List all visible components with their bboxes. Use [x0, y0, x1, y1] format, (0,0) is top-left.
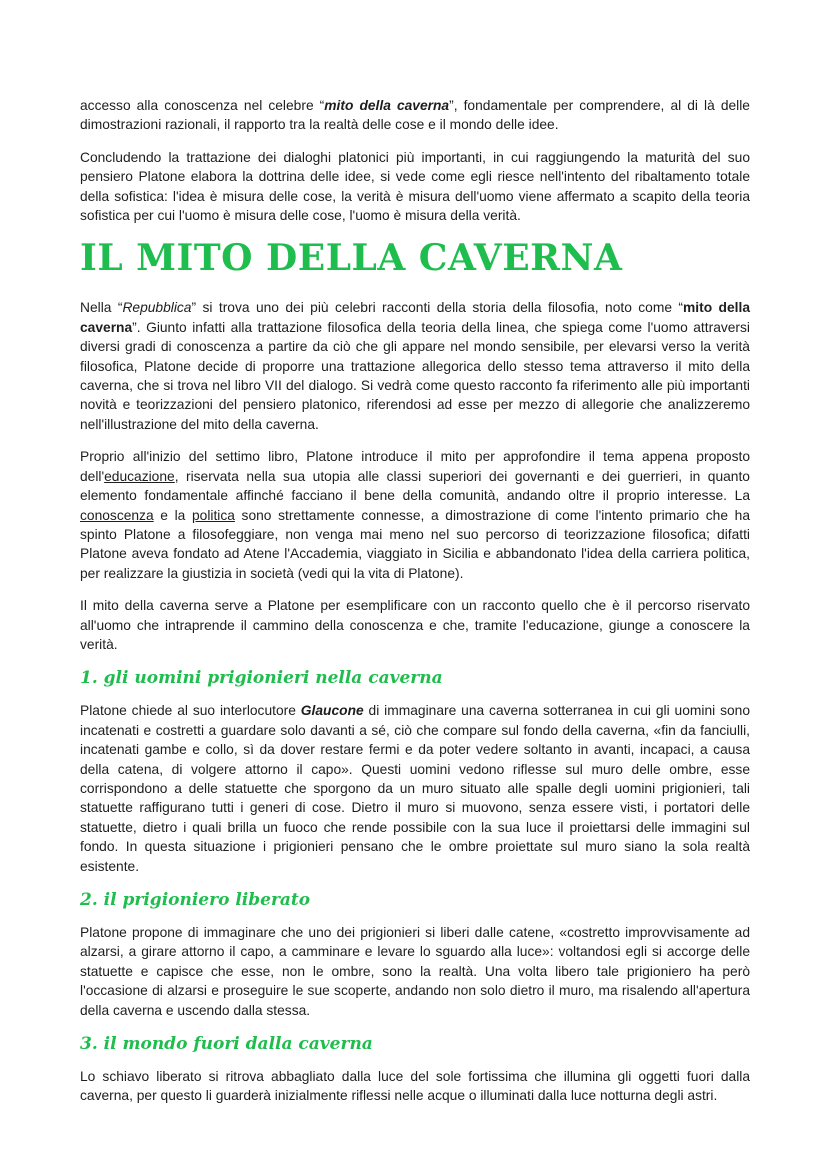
- section-3-title: 3. il mondo fuori dalla caverna: [80, 1034, 373, 1055]
- text-span: sono strettamente connesse, a dimostrazione di come l'intento primario che ha spinto Platone a filosofeggiare, non venga mai meno nel suo percorso di teorizzazione filosofica; difatti Platone aveva fondato ad Atene l'Accademia, viaggiato in Sicilia e abbandonato l'idea della carriera politica, per realizzare la giustizia in società (vedi qui la vita di Platone).: [80, 507, 750, 581]
- text-span: Proprio all'inizio del settimo libro, Platone introduce il mito per approfondire il tema appena proposto dell': [80, 449, 750, 484]
- text-span: e la: [153, 507, 192, 523]
- intro-paragraph-2: Concludendo la trattazione dei dialoghi platonici più importanti, in cui raggiungendo la maturità del suo pensiero Platone elabora la dottrina delle idee, si vede come egli riesce nell'intento del ribaltamento totale della sofistica: l'idea è misura delle cose, la verità è misura dell'uomo viene affermato a scapito della teoria sofistica per cui l'uomo è misura delle cose, l'uomo è misura della verità.: [80, 149, 750, 224]
- section-1-paragraph: [80, 701, 750, 876]
- link-conoscenza[interactable]: conoscenza: [80, 507, 154, 523]
- section-1-title: 1. gli uomini prigionieri nella caverna: [80, 668, 443, 689]
- section-3-paragraph: Lo schiavo liberato si ritrova abbagliato dalla luce del sole fortissima che illumina gli oggetti fuori dalla caverna, per questo li guarderà inizialmente riflessi nelle acque o illuminati dalla luce notturna degli astri.: [80, 1069, 750, 1104]
- text-span: Platone chiede al suo interlocutore: [80, 703, 301, 719]
- text-span: ”, fondamentale per comprendere, al di là delle dimostrazioni razionali, il rapporto tra la realtà delle cose e il mondo delle idee.: [80, 98, 750, 133]
- section-2-title: 2. il prigioniero liberato: [80, 890, 311, 910]
- emphasis-glaucone: Glaucone: [300, 703, 364, 719]
- text-span: di immaginare una caverna sotterranea in cui gli uomini sono incatenati e costretti a guardare solo davanti a sé, ciò che compare sul fondo della caverna, «fin da fanciulli, incatenati gambe e collo, sì da dover restare fermi e da poter vedere soltanto in avanti, incapaci, a causa della catena, di volgere attorno il capo». Questi uomini vedono riflesse sul muro delle ombre, esse corrispondono a delle statuette che sporgono da un muro situato alle spalle degli uomini prigionieri, tali statuette raffigurano tutti i generi di cose. Dietro il muro si muovono, senza essere visti, i portatori delle statuette, dietro i quali brilla un fuoco che rende possibile con la sua luce il proiettarsi delle immagini sul fondo. In questa situazione i prigionieri pensano che le ombre proiettate sul muro siano la sola realtà esistente.: [80, 703, 750, 874]
- intro-paragraph-1: [80, 96, 750, 135]
- emphasis-mito-della-caverna: mito della caverna: [80, 300, 750, 335]
- link-educazione[interactable]: educazione: [104, 468, 175, 484]
- text-span: Nella “: [80, 300, 123, 316]
- section-2-paragraph: Platone propone di immaginare che uno dei prigionieri si liberi dalle catene, «costretto improvvisamente ad alzarsi, a girare attorno il capo, a camminare e levare lo sguardo alla luce»: voltandosi egli si accorge delle statuette e capisce che esse, non le ombre, sono la realtà. Una volta libero tale prigioniero ha però l'occasione di alzarsi e proseguire le sue scoperte, andando non solo dietro il muro, ma risalendo all'apertura della caverna e uscendo dalla stessa.: [80, 925, 750, 1018]
- text-span: ”. Giunto infatti alla trattazione filosofica della teoria della linea, che spiega come l'uomo attraversi diversi gradi di conoscenza a partire da ciò che gli appare nel mondo sensibile, per elevarsi verso la verità filosofica, Platone decide di proporre una trattazione allegorica dello stesso tema attraverso il mito della caverna, che si trova nel libro VII del dialogo. Si vedrà come questo racconto fa riferimento alle più importanti novità e teorizzazioni del pensiero platonico, riferendosi ad esse per mezzo di allegorie che analizzeremo nell'illustrazione del mito della caverna.: [80, 319, 750, 432]
- text-span: accesso alla conoscenza nel celebre “: [80, 98, 325, 113]
- text-span: , riservata nella sua utopia alle classi superiori dei governanti e dei guerrieri, in quanto elemento fondamentale affinché facciano il bene della comunità, andando oltre il proprio interesse. La: [80, 468, 750, 504]
- emphasis-mito: mito della caverna: [324, 98, 450, 113]
- document-page: [80, 96, 750, 1119]
- section-intro-paragraph-3: Il mito della caverna serve a Platone per esemplificare con un racconto quello che è il percorso riservato all'uomo che intraprende il cammino della conoscenza e che, tramite l'educazione, giunge a conoscere la verità.: [80, 598, 750, 652]
- section-intro-paragraph-2: [80, 447, 750, 583]
- link-politica[interactable]: politica: [191, 507, 235, 523]
- emphasis-repubblica: Repubblica: [122, 300, 192, 316]
- text-span: ” si trova uno dei più celebri racconti della storia della filosofia, noto come “: [191, 300, 684, 316]
- section-intro-paragraph-1: [80, 298, 750, 434]
- main-title: IL MITO DELLA CAVERNA: [80, 237, 623, 280]
